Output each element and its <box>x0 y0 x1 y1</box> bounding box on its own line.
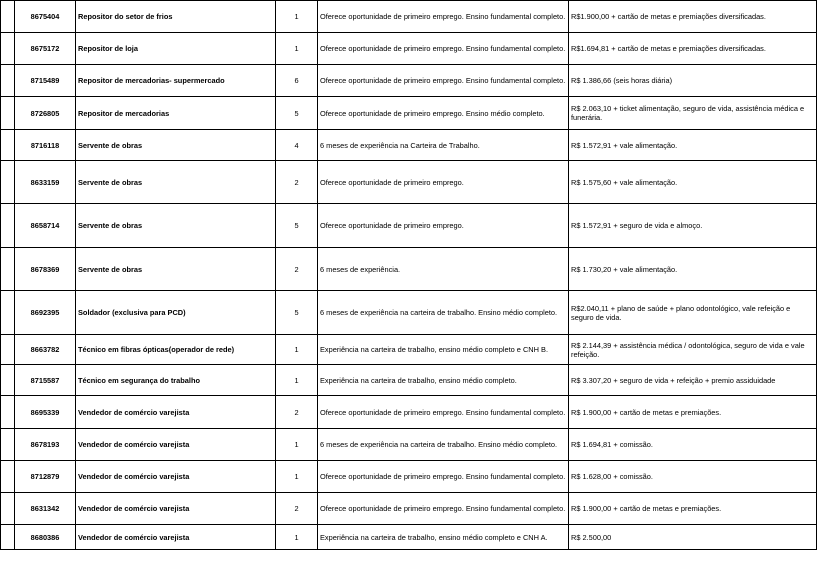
vacancy-count: 1 <box>276 335 318 365</box>
job-title: Servente de obras <box>76 161 276 204</box>
job-requirements: 6 meses de experiência na carteira de trabalho. Ensino médio completo. <box>318 429 569 461</box>
job-code: 8675172 <box>15 33 76 65</box>
table-row <box>1 396 817 429</box>
job-title: Vendedor de comércio varejista <box>76 461 276 493</box>
vacancy-count: 6 <box>276 65 318 97</box>
vacancy-count: 5 <box>276 204 318 248</box>
job-code: 8715489 <box>15 65 76 97</box>
job-code: 8678193 <box>15 429 76 461</box>
job-requirements: Oferece oportunidade de primeiro emprego. Ensino fundamental completo. <box>318 461 569 493</box>
job-requirements: Oferece oportunidade de primeiro emprego. Ensino fundamental completo. <box>318 1 569 33</box>
job-salary-benefits: R$ 1.730,20 + vale alimentação. <box>569 248 817 291</box>
table-row <box>1 291 817 335</box>
job-requirements: Oferece oportunidade de primeiro emprego. <box>318 161 569 204</box>
table-row <box>1 248 817 291</box>
job-salary-benefits: R$ 1.900,00 + cartão de metas e premiações. <box>569 396 817 429</box>
job-title: Servente de obras <box>76 130 276 161</box>
job-title: Vendedor de comércio varejista <box>76 429 276 461</box>
job-salary-benefits: R$1.694,81 + cartão de metas e premiações diversificadas. <box>569 33 817 65</box>
vacancy-count: 2 <box>276 396 318 429</box>
row-margin-cell <box>1 291 15 335</box>
job-code: 8712879 <box>15 461 76 493</box>
table-row <box>1 461 817 493</box>
job-title: Repositor de mercadorias- supermercado <box>76 65 276 97</box>
row-margin-cell <box>1 429 15 461</box>
job-title: Vendedor de comércio varejista <box>76 493 276 525</box>
job-code: 8726805 <box>15 97 76 130</box>
job-code: 8695339 <box>15 396 76 429</box>
job-code: 8692395 <box>15 291 76 335</box>
vacancy-count: 1 <box>276 365 318 396</box>
job-requirements: Experiência na carteira de trabalho, ensino médio completo e CNH A. <box>318 525 569 550</box>
job-requirements: Experiência na carteira de trabalho, ensino médio completo e CNH B. <box>318 335 569 365</box>
row-margin-cell <box>1 97 15 130</box>
job-requirements: 6 meses de experiência na Carteira de Trabalho. <box>318 130 569 161</box>
job-requirements: 6 meses de experiência na carteira de trabalho. Ensino médio completo. <box>318 291 569 335</box>
job-salary-benefits: R$ 1.572,91 + seguro de vida e almoço. <box>569 204 817 248</box>
job-code: 8658714 <box>15 204 76 248</box>
job-code: 8633159 <box>15 161 76 204</box>
job-requirements: Oferece oportunidade de primeiro emprego. Ensino fundamental completo. <box>318 65 569 97</box>
row-margin-cell <box>1 161 15 204</box>
vacancy-count: 5 <box>276 291 318 335</box>
vacancy-count: 1 <box>276 461 318 493</box>
vacancy-count: 2 <box>276 248 318 291</box>
job-salary-benefits: R$ 2.063,10 + ticket alimentação, seguro de vida, assistência médica e funerária. <box>569 97 817 130</box>
job-salary-benefits: R$ 2.144,39 + assistência médica / odontológica, seguro de vida e vale refeição. <box>569 335 817 365</box>
job-code: 8678369 <box>15 248 76 291</box>
table-row <box>1 33 817 65</box>
job-requirements: Oferece oportunidade de primeiro emprego. <box>318 204 569 248</box>
job-salary-benefits: R$ 3.307,20 + seguro de vida + refeição + premio assiduidade <box>569 365 817 396</box>
table-row <box>1 493 817 525</box>
job-title: Repositor de loja <box>76 33 276 65</box>
table-body <box>1 1 817 550</box>
row-margin-cell <box>1 493 15 525</box>
job-salary-benefits: R$2.040,11 + plano de saúde + plano odontológico, vale refeição e seguro de vida. <box>569 291 817 335</box>
job-requirements: 6 meses de experiência. <box>318 248 569 291</box>
vacancy-count: 2 <box>276 493 318 525</box>
table-row <box>1 365 817 396</box>
job-requirements: Oferece oportunidade de primeiro emprego. Ensino médio completo. <box>318 97 569 130</box>
job-salary-benefits: R$ 1.694,81 + comissão. <box>569 429 817 461</box>
table-row <box>1 97 817 130</box>
table-row <box>1 161 817 204</box>
row-margin-cell <box>1 248 15 291</box>
row-margin-cell <box>1 525 15 550</box>
vacancy-count: 1 <box>276 33 318 65</box>
job-requirements: Oferece oportunidade de primeiro emprego. Ensino fundamental completo. <box>318 33 569 65</box>
job-title: Repositor de mercadorias <box>76 97 276 130</box>
vacancy-count: 4 <box>276 130 318 161</box>
job-code: 8663782 <box>15 335 76 365</box>
job-title: Técnico em fibras ópticas(operador de rede) <box>76 335 276 365</box>
job-salary-benefits: R$1.900,00 + cartão de metas e premiações diversificadas. <box>569 1 817 33</box>
row-margin-cell <box>1 365 15 396</box>
job-title: Técnico em segurança do trabalho <box>76 365 276 396</box>
row-margin-cell <box>1 65 15 97</box>
job-salary-benefits: R$ 1.572,91 + vale alimentação. <box>569 130 817 161</box>
job-title: Soldador (exclusiva para PCD) <box>76 291 276 335</box>
job-salary-benefits: R$ 1.575,60 + vale alimentação. <box>569 161 817 204</box>
job-title: Vendedor de comércio varejista <box>76 525 276 550</box>
vacancy-count: 1 <box>276 429 318 461</box>
table-row <box>1 65 817 97</box>
row-margin-cell <box>1 461 15 493</box>
job-salary-benefits: R$ 1.900,00 + cartão de metas e premiações. <box>569 493 817 525</box>
row-margin-cell <box>1 130 15 161</box>
job-salary-benefits: R$ 1.386,66 (seis horas diária) <box>569 65 817 97</box>
vacancy-count: 1 <box>276 1 318 33</box>
vacancy-count: 1 <box>276 525 318 550</box>
job-requirements: Oferece oportunidade de primeiro emprego. Ensino fundamental completo. <box>318 396 569 429</box>
table-row <box>1 130 817 161</box>
job-code: 8715587 <box>15 365 76 396</box>
job-salary-benefits: R$ 1.628,00 + comissão. <box>569 461 817 493</box>
job-title: Repositor do setor de frios <box>76 1 276 33</box>
job-code: 8675404 <box>15 1 76 33</box>
table-row <box>1 429 817 461</box>
job-requirements: Experiência na carteira de trabalho, ensino médio completo. <box>318 365 569 396</box>
job-code: 8631342 <box>15 493 76 525</box>
job-code: 8680386 <box>15 525 76 550</box>
job-title: Vendedor de comércio varejista <box>76 396 276 429</box>
table-row <box>1 525 817 550</box>
table-row <box>1 1 817 33</box>
row-margin-cell <box>1 33 15 65</box>
job-salary-benefits: R$ 2.500,00 <box>569 525 817 550</box>
job-requirements: Oferece oportunidade de primeiro emprego. Ensino fundamental completo. <box>318 493 569 525</box>
vacancy-count: 5 <box>276 97 318 130</box>
job-code: 8716118 <box>15 130 76 161</box>
vacancy-count: 2 <box>276 161 318 204</box>
row-margin-cell <box>1 396 15 429</box>
table-row <box>1 335 817 365</box>
job-title: Servente de obras <box>76 204 276 248</box>
job-title: Servente de obras <box>76 248 276 291</box>
row-margin-cell <box>1 204 15 248</box>
row-margin-cell <box>1 1 15 33</box>
table-row <box>1 204 817 248</box>
row-margin-cell <box>1 335 15 365</box>
